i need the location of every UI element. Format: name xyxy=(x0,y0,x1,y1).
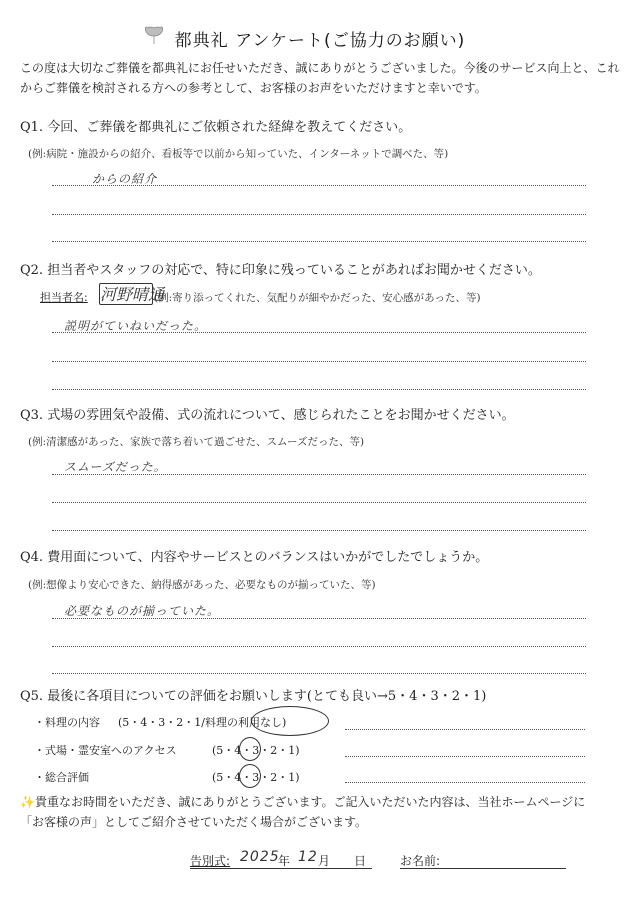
page-title: 都典礼 アンケート(ご協力のお願い) xyxy=(174,31,466,51)
q1-answer-line-1 xyxy=(52,185,586,186)
name-label: お名前: xyxy=(400,854,441,868)
closing-message xyxy=(20,792,630,832)
q2-example: (例:寄り添ってくれた、気配りが細やかだった、安心感があった、等) xyxy=(154,292,481,304)
q1-question: Q1. 今回、ご葬儀を都典礼にご依頼された経緯を教えてください。 xyxy=(20,120,412,135)
ceremony-year-unit: 年 xyxy=(278,854,291,868)
name-field-line[interactable] xyxy=(400,868,566,869)
staff-name-label: 担当者名: xyxy=(40,291,88,304)
q2-answer-line-3 xyxy=(52,389,586,390)
q3-answer-line-2 xyxy=(52,502,586,503)
rating-food-selection-circle[interactable] xyxy=(251,706,329,736)
ceremony-year-value[interactable]: 2025 xyxy=(240,849,280,865)
rating-item-food-scale: (5・4・3・2・1/料理の利用なし) xyxy=(118,716,287,729)
q2-answer-line-2 xyxy=(52,361,586,362)
q2-answer[interactable]: 説明がていねいだった。 xyxy=(64,319,208,333)
staff-name-value[interactable]: 河野晴通 xyxy=(100,285,165,304)
rating-food-line xyxy=(345,729,585,730)
rating-overall-selection-circle[interactable] xyxy=(239,764,261,788)
intro-text xyxy=(20,58,630,98)
q3-answer[interactable]: スムーズだった。 xyxy=(64,460,167,474)
q1-answer-line-3 xyxy=(52,241,586,242)
q4-question: Q4. 費用面について、内容やサービスとのバランスはいかがでしたでしょうか。 xyxy=(20,550,489,565)
closing-line-2: 「お客様の声」としてご紹介させていただく場合がございます。 xyxy=(20,815,368,829)
intro-line-2: からご葬儀を検討される方への参考として、お客様のお声をいただけますと幸いです。 xyxy=(20,81,487,95)
q2-answer-line-1 xyxy=(52,332,586,333)
intro-line-1: この度は大切なご葬儀を都典礼にお任せいただき、誠にありがとうございました。今後のサービス向上と、これ xyxy=(20,61,620,75)
ceremony-day-unit: 日 xyxy=(354,854,367,868)
q3-question: Q3. 式場の雰囲気や設備、式の流れについて、感じられたことをお聞かせください。 xyxy=(20,408,515,423)
q3-example: (例:清潔感があった、家族で落ち着いて過ごせた、スムーズだった、等) xyxy=(28,436,365,448)
ceremony-date-underline xyxy=(190,868,372,869)
ceremony-month-unit: 月 xyxy=(318,854,331,868)
ceremony-date-label: 告別式: xyxy=(190,854,231,868)
q4-example: (例:想像より安心できた、納得感があった、必要なものが揃っていた、等) xyxy=(28,579,376,591)
q4-answer-line-2 xyxy=(52,646,586,647)
closing-line-1: ✨貴重なお時間をいただき、誠にありがとうございます。ご記入いただいた内容は、当社ホームページに xyxy=(20,795,586,809)
rating-item-overall-scale: (5・4・3・2・1) xyxy=(212,771,300,784)
rating-overall-line xyxy=(345,782,585,783)
rating-item-access-scale: (5・4・3・2・1) xyxy=(212,744,300,757)
q1-answer-line-2 xyxy=(52,214,586,215)
q3-answer-line-1 xyxy=(52,474,586,475)
q4-answer-line-3 xyxy=(52,673,586,674)
q3-answer-line-3 xyxy=(52,530,586,531)
q4-answer[interactable]: 必要なものが揃っていた。 xyxy=(64,604,221,618)
rating-access-line xyxy=(345,756,585,757)
q2-question: Q2. 担当者やスタッフの対応で、特に印象に残っていることがあればお聞かせください。 xyxy=(20,263,541,278)
q1-answer[interactable]: からの紹介 xyxy=(92,172,158,186)
q1-example: (例:病院・施設からの紹介、看板等で以前から知っていた、インターネットで調べた、等) xyxy=(28,148,449,160)
ceremony-month-value[interactable]: 12 xyxy=(298,849,318,865)
rating-item-food-label: ・料理の内容 xyxy=(34,716,100,729)
rating-item-overall-label: ・総合評価 xyxy=(34,771,89,784)
q5-question: Q5. 最後に各項目についての評価をお願いします(とても良い→5・4・3・2・1) xyxy=(20,689,487,704)
rating-item-access-label: ・式場・霊安室へのアクセス xyxy=(34,744,177,757)
q4-answer-line-1 xyxy=(52,618,586,619)
rating-access-selection-circle[interactable] xyxy=(239,737,261,761)
